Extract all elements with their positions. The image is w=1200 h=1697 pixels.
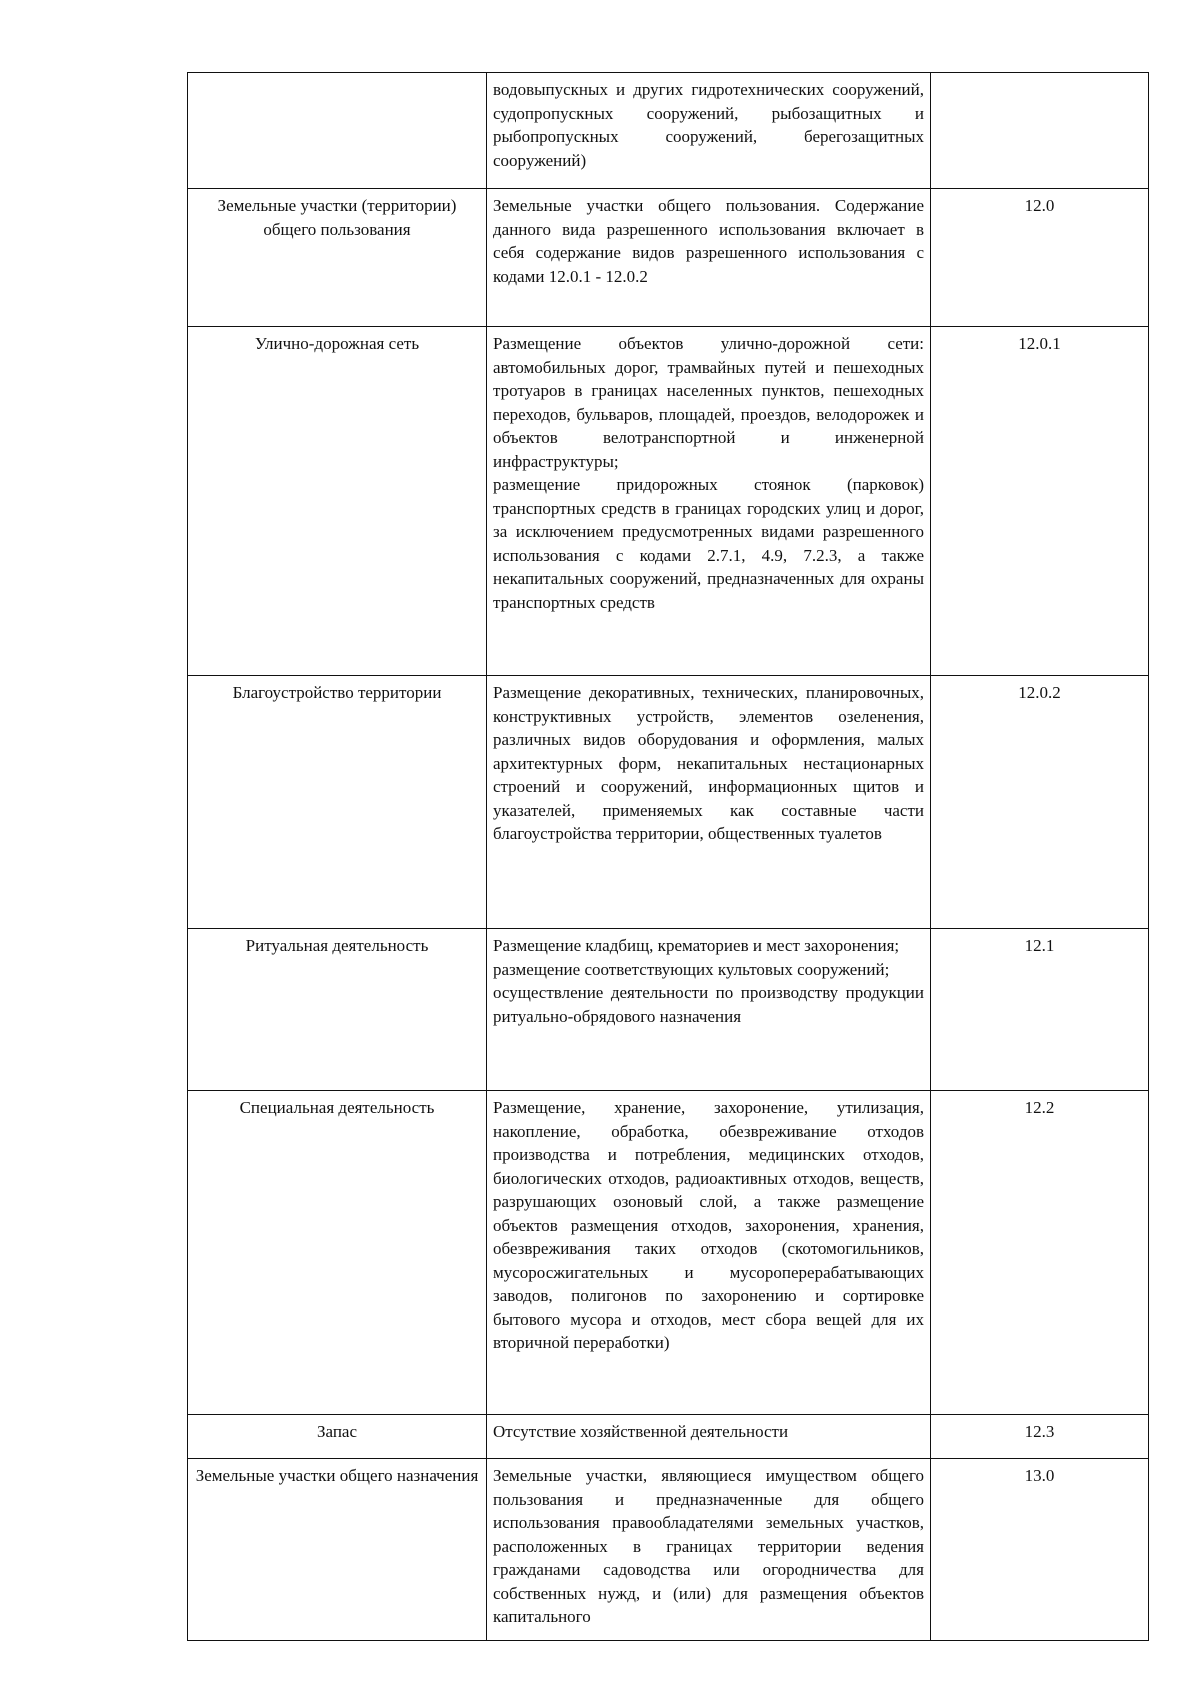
land-use-name: Запас xyxy=(188,1415,487,1459)
land-use-description xyxy=(487,929,931,1091)
land-use-code: 12.0.1 xyxy=(931,327,1149,676)
table-row xyxy=(188,189,1149,327)
land-use-description xyxy=(487,1091,931,1415)
land-use-code: 12.0 xyxy=(931,189,1149,327)
description-paragraph: размещение соответствующих культовых сооружений; xyxy=(493,959,890,979)
land-use-name: Улично-дорожная сеть xyxy=(188,327,487,676)
table-row xyxy=(188,1091,1149,1415)
land-use-name: Земельные участки (территории) общего пользования xyxy=(188,189,487,327)
description-paragraph: Размещение декоративных, технических, планировочных, конструктивных устройств, элементов озеленения, различных видов оборудования и оформления, малых архитектурных форм, некапитальных нестационарных строений и сооружений, информационных щитов и указателей, применяемых как составные части благоустройства территории, общественных туалетов xyxy=(493,683,924,843)
land-use-name: Ритуальная деятельность xyxy=(188,929,487,1091)
table-row xyxy=(188,1459,1149,1641)
table-row xyxy=(188,929,1149,1091)
land-use-table xyxy=(187,72,1149,1641)
description-paragraph: водовыпускных и других гидротехнических сооружений, судопропускных сооружений, рыбозащитных и рыбопропускных сооружений, берегозащитных сооружений) xyxy=(493,80,924,170)
description-paragraph: размещение придорожных стоянок (парковок) транспортных средств в границах городских улиц и дорог, за исключением предусмотренных видами разрешенного использования с кодами 2.7.1, 4.9, 7.2.3, а также некапитальных сооружений, предназначенных для охраны транспортных средств xyxy=(493,475,924,612)
land-use-code: 12.1 xyxy=(931,929,1149,1091)
description-paragraph: Размещение объектов улично-дорожной сети: автомобильных дорог, трамвайных путей и пешеходных тротуаров в границах населенных пунктов, пешеходных переходов, бульваров, площадей, проездов, велодорожек и объектов велотранспортной и инженерной инфраструктуры; xyxy=(493,334,924,471)
land-use-code: 13.0 xyxy=(931,1459,1149,1641)
land-use-description xyxy=(487,1459,931,1641)
description-paragraph: Отсутствие хозяйственной деятельности xyxy=(493,1422,789,1441)
table-row xyxy=(188,676,1149,929)
land-use-code: 12.0.2 xyxy=(931,676,1149,929)
land-use-code: 12.3 xyxy=(931,1415,1149,1459)
land-use-code: 12.2 xyxy=(931,1091,1149,1415)
description-paragraph: Размещение, хранение, захоронение, утилизация, накопление, обработка, обезвреживание отходов производства и потребления, медицинских отходов, биологических отходов, радиоактивных отходов, веществ, разрушающих озоновый слой, а также размещение объектов размещения отходов, захоронения, хранения, обезвреживания таких отходов (скотомогильников, мусоросжигательных и мусороперерабатывающих заводов, полигонов по захоронению и сортировке бытового мусора и отходов, мест сбора вещей для их вторичной переработки) xyxy=(493,1098,924,1352)
land-use-name xyxy=(188,73,487,189)
land-use-description xyxy=(487,73,931,189)
land-use-description xyxy=(487,676,931,929)
table-row xyxy=(188,1415,1149,1459)
description-paragraph: осуществление деятельности по производству продукции ритуально-обрядового назначения xyxy=(493,983,924,1026)
land-use-description xyxy=(487,189,931,327)
land-use-code xyxy=(931,73,1149,189)
table-row xyxy=(188,73,1149,189)
land-use-name: Специальная деятельность xyxy=(188,1091,487,1415)
description-paragraph: Земельные участки общего пользования. Содержание данного вида разрешенного использования включает в себя содержание видов разрешенного использования с кодами 12.0.1 - 12.0.2 xyxy=(493,196,924,286)
land-use-name: Благоустройство территории xyxy=(188,676,487,929)
land-use-name: Земельные участки общего назначения xyxy=(188,1459,487,1641)
table-row xyxy=(188,327,1149,676)
land-use-description xyxy=(487,327,931,676)
description-paragraph: Земельные участки, являющиеся имуществом общего пользования и предназначенные для общего использования правообладателями земельных участков, расположенных в границах территории ведения гражданами садоводства или огородничества для собственных нужд, и (или) для размещения объектов капитального xyxy=(493,1466,924,1626)
description-paragraph: Размещение кладбищ, крематориев и мест захоронения; xyxy=(493,936,900,955)
land-use-description xyxy=(487,1415,931,1459)
